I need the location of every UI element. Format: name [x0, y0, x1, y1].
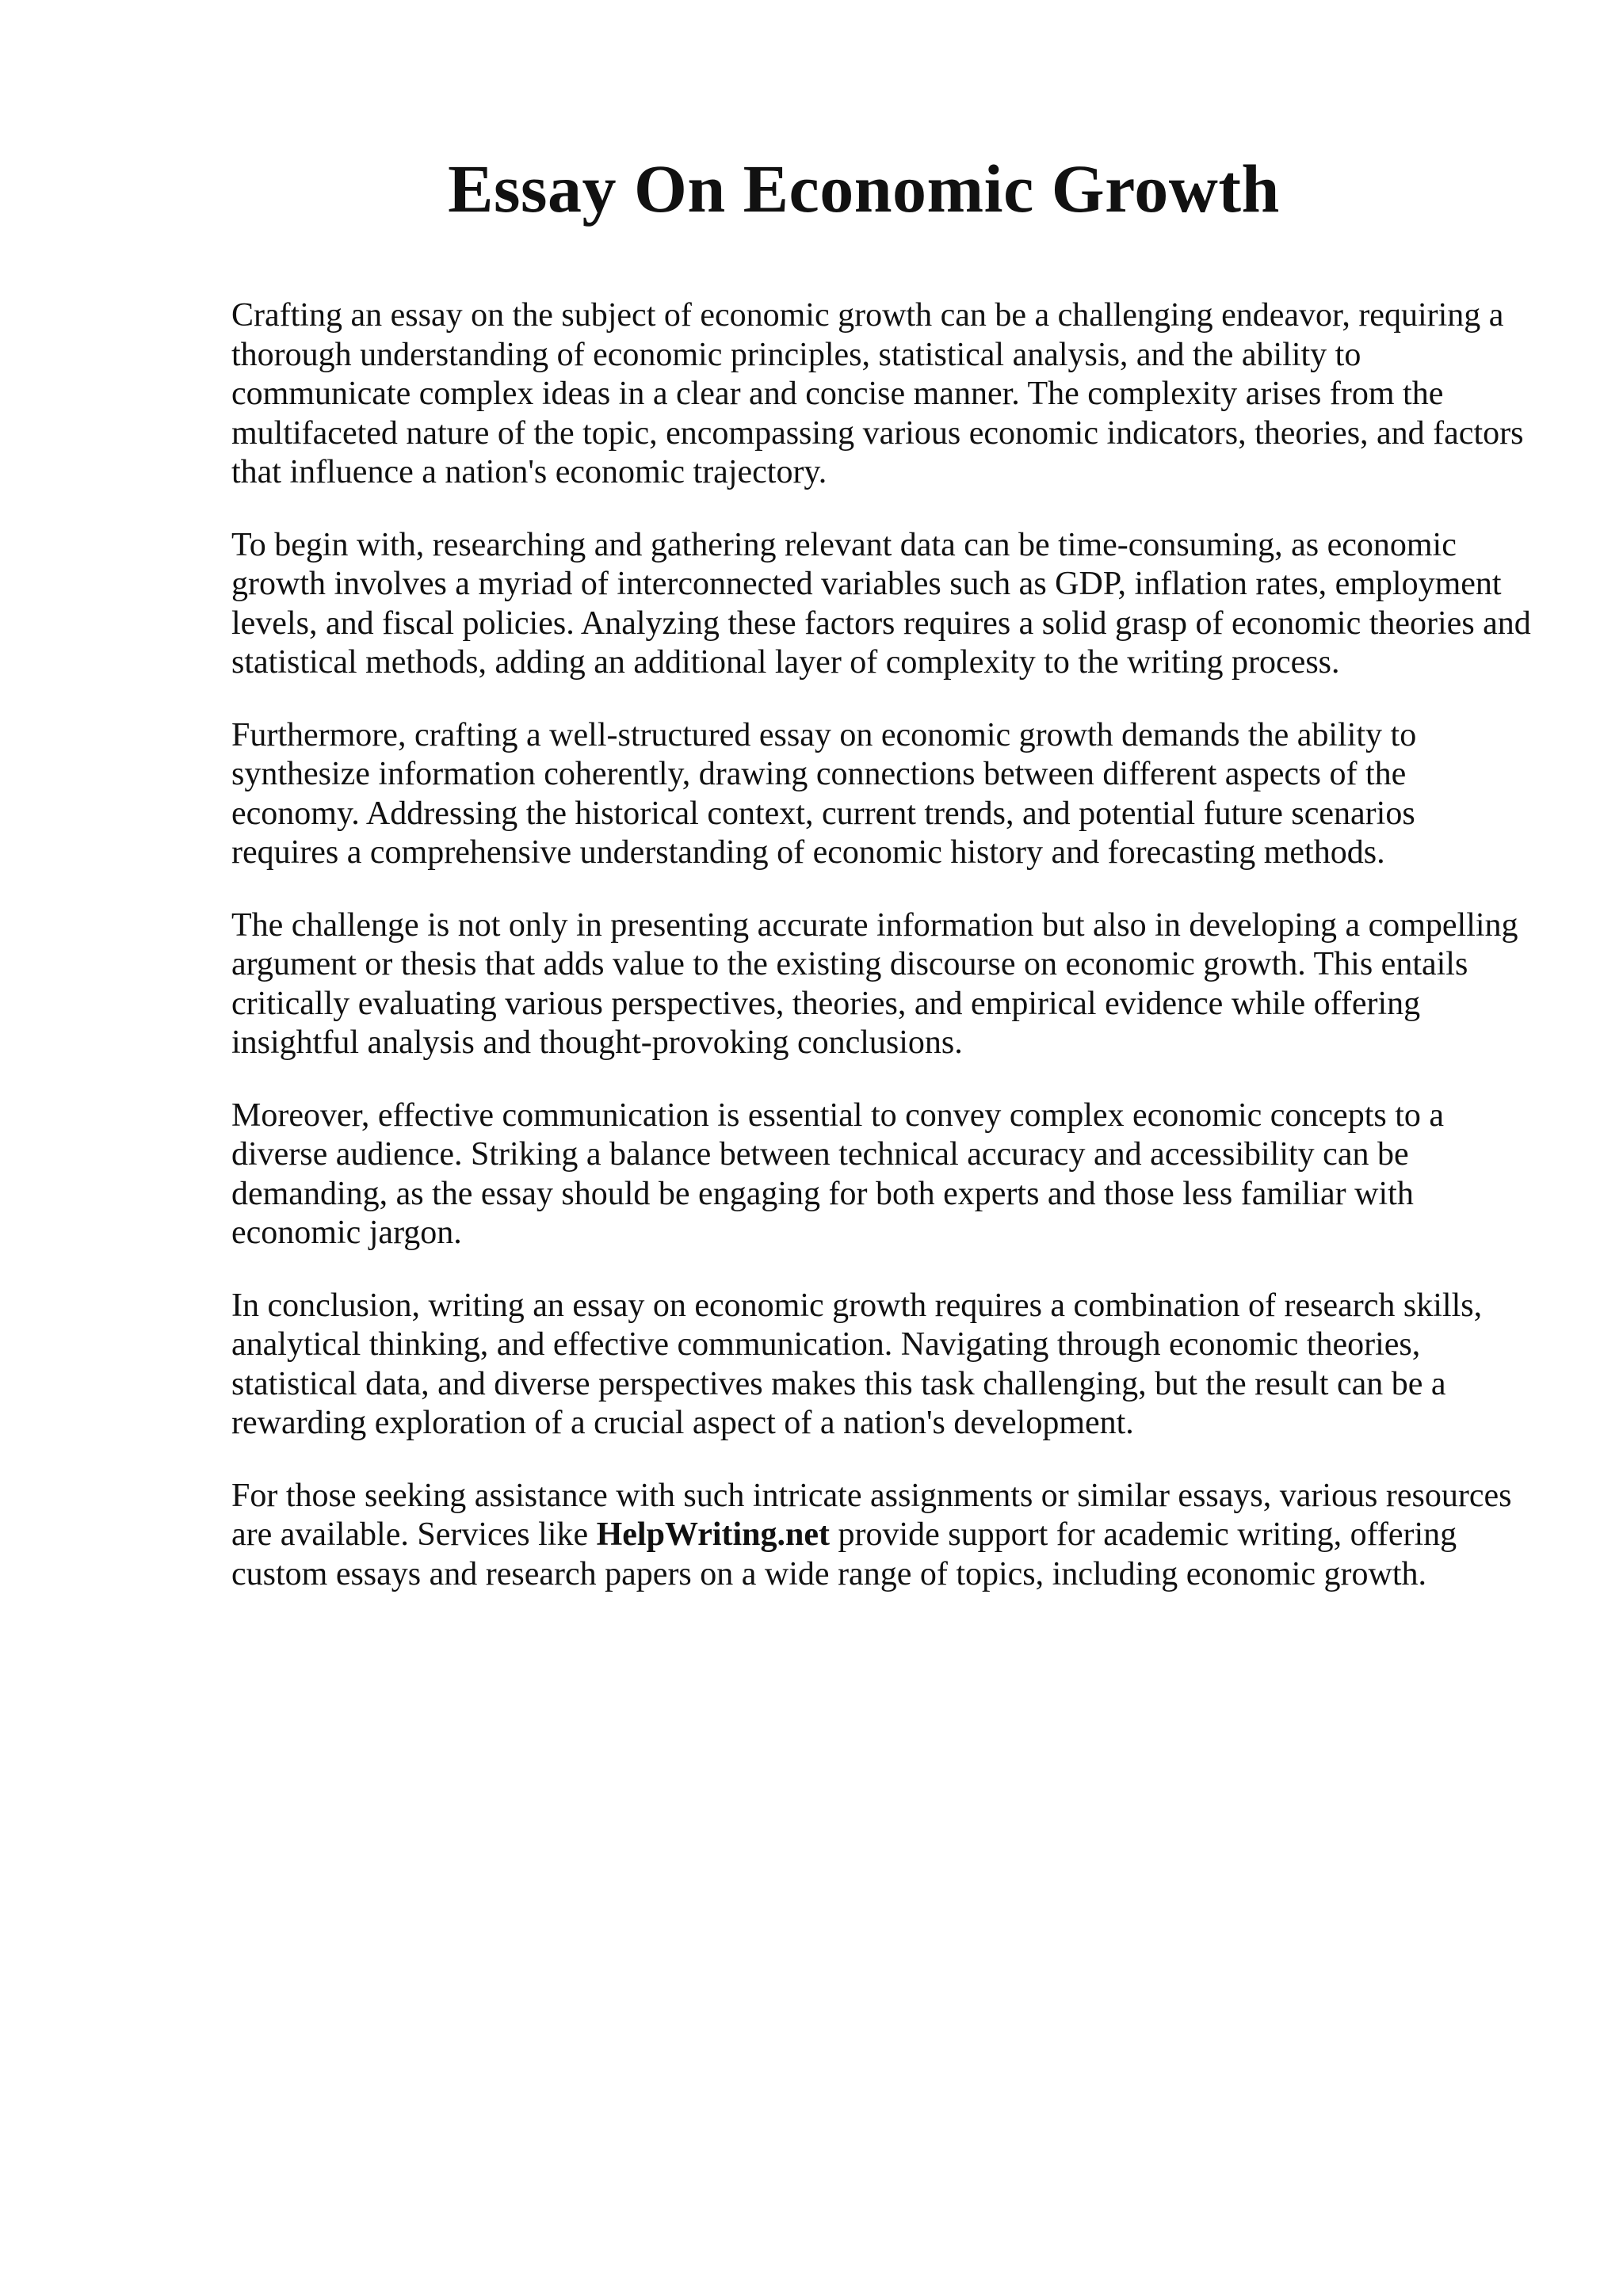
text-fragment: provide support for academic writing, offering: [830, 1516, 1457, 1553]
paragraph-2: [231, 526, 1531, 683]
text-line: custom essays and research papers on a wide range of topics, including economic growth.: [231, 1555, 1427, 1592]
text-line: statistical methods, adding an additional layer of complexity to the writing process.: [231, 644, 1340, 681]
essay-body: [231, 296, 1531, 1627]
text-line: communicate complex ideas in a clear and concise manner. The complexity arises from the: [231, 376, 1444, 412]
text-line: diverse audience. Striking a balance between technical accuracy and accessibility can be: [231, 1136, 1409, 1173]
text-line: synthesize information coherently, drawing connections between different aspects of the: [231, 756, 1407, 792]
text-line-with-brand: [231, 1516, 1531, 1555]
text-line: statistical data, and diverse perspectives makes this task challenging, but the result can be a: [231, 1365, 1446, 1402]
text-line: growth involves a myriad of interconnected variables such as GDP, inflation rates, employment: [231, 566, 1502, 602]
text-line: multifaceted nature of the topic, encompassing various economic indicators, theories, and factors: [231, 414, 1524, 452]
text-line: levels, and fiscal policies. Analyzing these factors requires a solid grasp of economic theories and: [231, 605, 1531, 642]
text-line: Furthermore, crafting a well-structured essay on economic growth demands the ability to: [231, 716, 1417, 753]
paragraph-4: [231, 906, 1531, 1063]
paragraph-1: [231, 296, 1531, 493]
paragraph-5: [231, 1097, 1531, 1253]
text-line: economy. Addressing the historical context, current trends, and potential future scenarios: [231, 795, 1415, 832]
text-line: The challenge is not only in presenting accurate information but also in developing a compelling: [231, 906, 1518, 944]
text-line: In conclusion, writing an essay on economic growth requires a combination of research skills,: [231, 1287, 1483, 1324]
paragraph-3: [231, 716, 1531, 873]
text-line: rewarding exploration of a crucial aspect of a nation's development.: [231, 1405, 1134, 1441]
paragraph-6: [231, 1287, 1531, 1444]
closing-paragraph: [231, 1477, 1531, 1595]
text-line: economic jargon.: [231, 1215, 462, 1251]
text-line: analytical thinking, and effective communication. Navigating through economic theories,: [231, 1326, 1421, 1363]
text-line: critically evaluating various perspectives, theories, and empirical evidence while offering: [231, 985, 1421, 1022]
text-line: To begin with, researching and gathering relevant data can be time-consuming, as economic: [231, 526, 1457, 563]
text-fragment: are available. Services like: [231, 1516, 597, 1553]
text-line: For those seeking assistance with such intricate assignments or similar essays, various resources: [231, 1477, 1512, 1514]
text-line: thorough understanding of economic principles, statistical analysis, and the ability to: [231, 336, 1361, 373]
text-line: that influence a nation's economic trajectory.: [231, 454, 827, 490]
text-line: demanding, as the essay should be engaging for both experts and those less familiar with: [231, 1175, 1414, 1212]
text-line: Moreover, effective communication is essential to convey complex economic concepts to a: [231, 1097, 1445, 1134]
page-title: Essay On Economic Growth: [448, 151, 1280, 227]
text-line: insightful analysis and thought-provoking conclusions.: [231, 1024, 963, 1061]
text-line: Crafting an essay on the subject of economic growth can be a challenging endeavor, requiring a: [231, 297, 1504, 334]
helpwriting-link[interactable]: HelpWriting.net: [596, 1516, 830, 1553]
text-line: requires a comprehensive understanding of economic history and forecasting methods.: [231, 834, 1385, 871]
text-line: argument or thesis that adds value to the existing discourse on economic growth. This entails: [231, 946, 1468, 982]
